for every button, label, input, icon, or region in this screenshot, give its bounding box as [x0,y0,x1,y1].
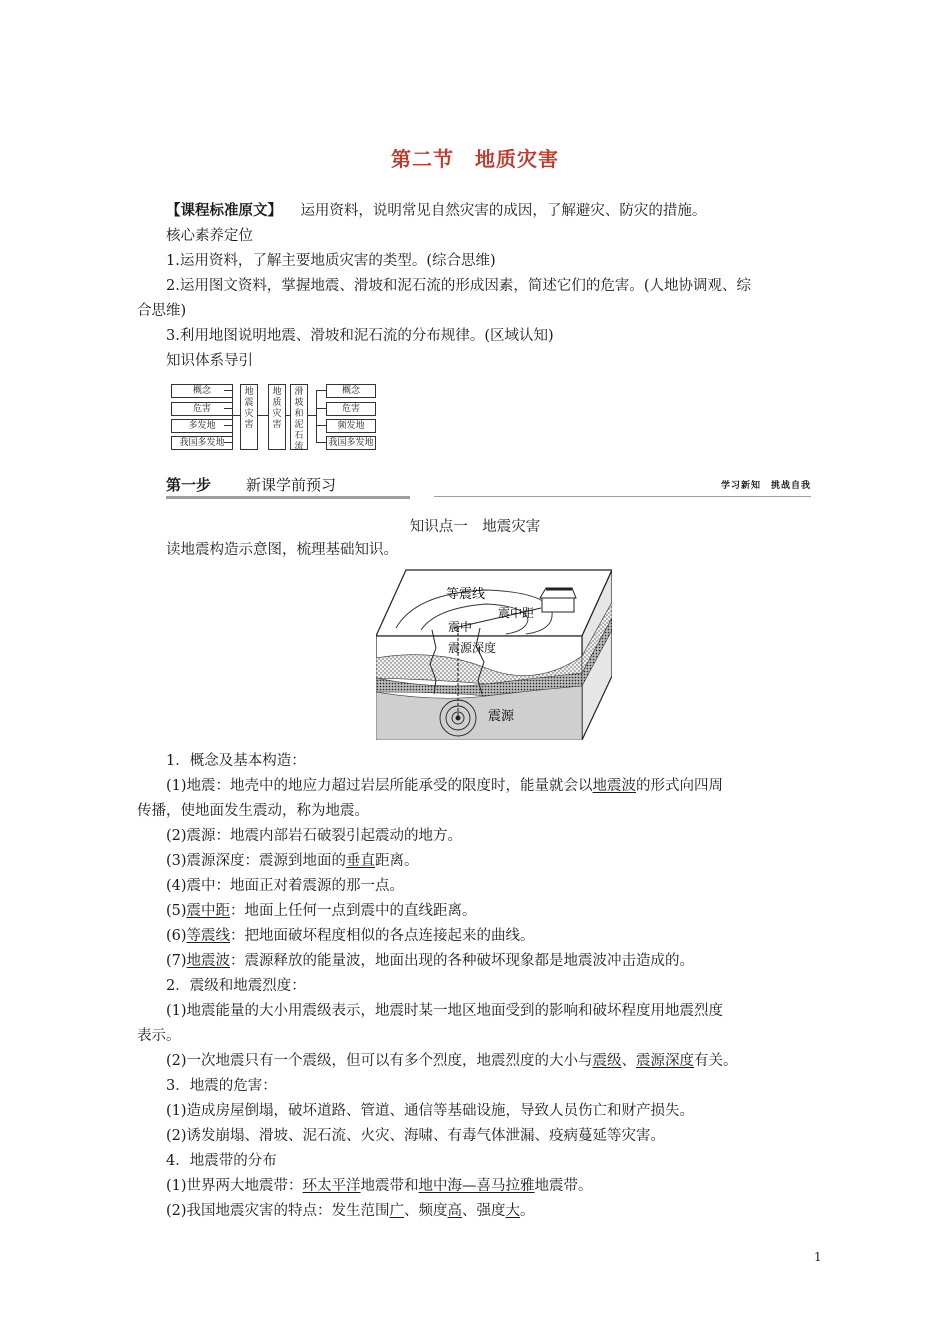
core-literacy-item: 1.运用资料，了解主要地质灾害的类型。(综合思维) [166,253,496,269]
label-focus: 震源 [488,709,515,724]
connector [258,415,268,416]
connector [308,415,316,416]
answer-underline: 广 [389,1203,405,1219]
section-intro: 读地震构造示意图，梳理基础知识。 [166,542,398,558]
text: 、强度 [462,1203,506,1219]
mid-box-earthquake: 地震灾害 [240,384,258,450]
para-line: (1)地震能量的大小用震级表示，地震时某一地区地面受到的影响和破坏程度用地震烈度 [166,1003,724,1019]
para-line [166,1051,738,1071]
right-box-frequent: 频发地 [326,419,376,433]
left-box-harm: 危害 [171,402,233,416]
knowledge-guide-heading: 知识体系导引 [166,353,253,369]
text: 距离。 [375,853,419,869]
mid-box-landslide: 滑坡和泥石流 [290,384,308,450]
text: 有关。 [694,1053,738,1069]
connector [316,442,326,443]
answer-underline: 地震波 [592,778,637,794]
standard-text: 运用资料，说明常见自然灾害的成因，了解避灾、防灾的措施。 [300,203,707,219]
core-literacy-item: 3.利用地图说明地震、滑坡和泥石流的分布规律。(区域认知) [166,328,554,344]
para-heading: 4．地震带的分布 [166,1153,277,1169]
para-line [166,926,535,946]
para-line [166,1176,593,1196]
para-line: 表示。 [137,1028,181,1044]
left-box-china: 我国多发地 [171,436,233,450]
text: 、 [621,1053,637,1069]
step-sub: 新课学前预习 [246,476,337,494]
para-heading: 3．地震的危害： [166,1078,277,1094]
block-top-face [376,570,612,636]
text: (6) [166,928,187,944]
left-box-concept: 概念 [171,384,233,398]
earthquake-structure-diagram [376,568,612,740]
answer-underline: 震级 [592,1053,622,1069]
text: ：把地面破坏程度相似的各点连接起来的曲线。 [230,928,535,944]
step-rule [166,496,410,499]
step-right: 学习新知 挑战自我 [720,481,811,491]
answer-underline: 地震波 [186,953,231,969]
connector [316,408,326,409]
mid-box-geohazard: 地质灾害 [268,384,286,450]
focus-point [456,716,461,721]
para-heading: 2．震级和地震烈度： [166,978,306,994]
answer-underline: 等震线 [186,928,231,944]
text: 地震带。 [534,1178,593,1194]
label-isoseismal: 等震线 [446,587,486,602]
para-heading: 1．概念及基本构造： [166,753,306,769]
text: 地震带和 [360,1178,419,1194]
text: (2)一次地震只有一个震级，但可以有多个烈度，地震烈度的大小与 [166,1053,593,1069]
para-line [166,776,723,796]
para-line [166,1201,535,1221]
connector [232,390,233,442]
house-body [542,598,574,612]
page-title: 第二节 地质灾害 [391,147,559,171]
para-line: (2)震源：地震内部岩石破裂引起震动的地方。 [166,828,463,844]
right-box-harm: 危害 [326,402,376,416]
connector [224,442,232,443]
answer-underline: 地中海—喜马拉雅 [418,1178,535,1194]
text: 。 [520,1203,535,1219]
answer-underline: 环太平洋 [302,1178,361,1194]
core-literacy-item: 合思维) [137,303,187,319]
connector [224,390,232,391]
label-focal-depth: 震源深度 [448,641,497,655]
para-line: 传播，使地面发生震动，称为地震。 [137,803,369,819]
para-line: (1)造成房屋倒塌，破坏道路、管道、通信等基础设施，导致人员伤亡和财产损失。 [166,1103,695,1119]
text: ：震源释放的能量波，地面出现的各种破坏现象都是地震波冲击造成的。 [230,953,695,969]
step-head: 第一步 [166,476,212,494]
standard-label: 【课程标准原文】 [166,202,282,219]
text: ：地面上任何一点到震中的直线距离。 [230,903,477,919]
step-bar [166,474,811,498]
text: (1)世界两大地震带： [166,1178,303,1194]
text: 的形式向四周 [636,778,724,794]
core-literacy-heading: 核心素养定位 [166,228,253,244]
label-epicenter: 震中 [448,620,473,634]
text: (1)地震：地壳中的地应力超过岩层所能承受的限度时，能量就会以 [166,778,593,794]
connector [224,408,232,409]
page-number: 1 [814,1250,822,1264]
para-line: (4)震中：地面正对着震源的那一点。 [166,878,405,894]
text: (2)我国地震灾害的特点：发生范围 [166,1203,390,1219]
answer-underline: 震中距 [186,903,231,919]
connector [316,390,317,442]
label-epicentral-distance: 震中距 [498,606,535,620]
text: 、频度 [404,1203,448,1219]
core-literacy-item: 2.运用图文资料，掌握地震、滑坡和泥石流的形成因素，简述它们的危害。(人地协调观、综 [166,278,751,294]
left-box-frequent: 多发地 [171,419,233,433]
answer-underline: 震源深度 [636,1053,695,1069]
text: (3)震源深度：震源到地面的 [166,853,347,869]
answer-underline: 垂直 [346,853,376,869]
connector [232,415,240,416]
para-line [166,951,694,971]
right-box-china: 我国多发地 [326,436,376,450]
step-rule [434,496,811,497]
para-line [166,901,477,921]
para-line: (2)诱发崩塌、滑坡、泥石流、火灾、海啸、有毒气体泄漏、疫病蔓延等灾害。 [166,1128,666,1144]
connector [224,425,232,426]
para-line [166,851,419,871]
right-box-concept: 概念 [326,384,376,398]
section-heading: 知识点一 地震灾害 [409,519,541,535]
text: (5) [166,903,187,919]
connector [316,390,326,391]
curriculum-standard [166,201,706,221]
connector [316,425,326,426]
text: (7) [166,953,187,969]
answer-underline: 大 [505,1203,521,1219]
answer-underline: 高 [447,1203,463,1219]
